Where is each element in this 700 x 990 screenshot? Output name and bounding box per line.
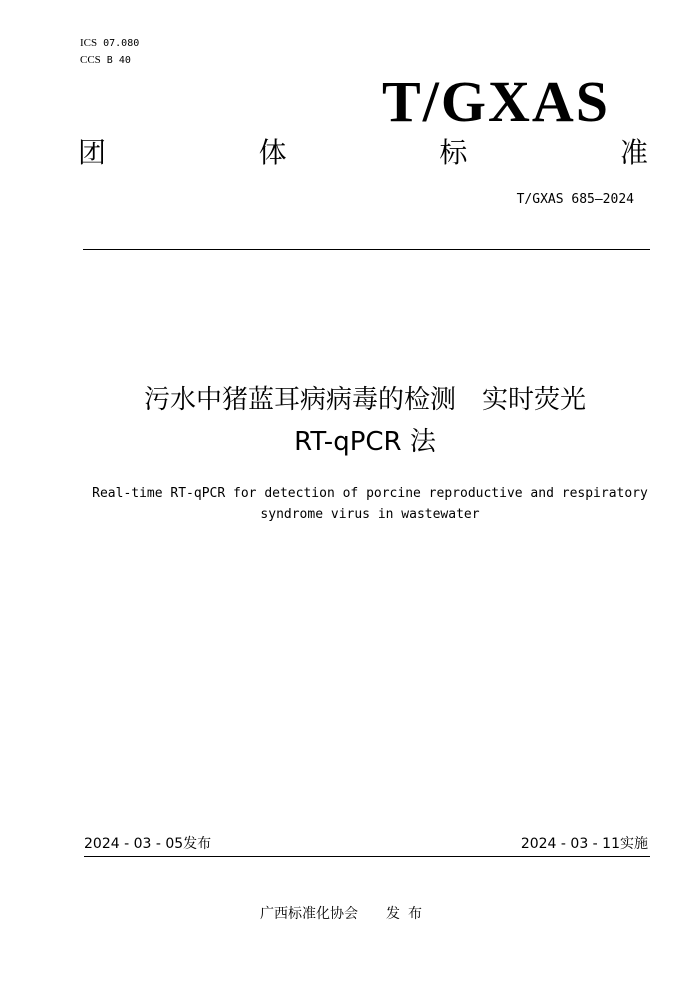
issue-date: 2024 - 03 - 05发布 — [84, 836, 212, 852]
standard-number: T/GXAS 685—2024 — [516, 192, 634, 207]
publisher-name: 广西标准化协会 — [260, 906, 358, 922]
publisher — [260, 904, 430, 924]
standard-type — [78, 135, 648, 171]
english-title-line-1: Real-time RT-qPCR for detection of porcine reproductive and respiratory — [92, 486, 648, 501]
standard-logo: T/GXAS — [382, 69, 610, 134]
ics-code: 07.080 — [103, 38, 140, 49]
implementation-date: 2024 - 03 - 11实施 — [520, 836, 648, 852]
publish-label: 发布 — [386, 906, 430, 922]
chinese-title-line-1: 污水中猪蓝耳病病毒的检测 实时荧光 — [143, 385, 586, 415]
standard-type-char: 团 — [78, 136, 107, 169]
ccs-code: B 40 — [106, 55, 131, 66]
ccs-label: CCS — [80, 54, 101, 66]
english-title-line-2: syndrome virus in wastewater — [260, 507, 480, 522]
chinese-title-line-2: RT-qPCR 法 — [294, 427, 436, 457]
ccs-line — [80, 52, 139, 69]
bottom-divider — [84, 856, 650, 857]
top-divider — [83, 249, 650, 250]
classification-codes — [80, 35, 139, 69]
standard-type-char: 标 — [439, 136, 468, 169]
ics-label: ICS — [80, 37, 98, 49]
standard-type-char: 准 — [619, 136, 648, 169]
standard-type-char: 体 — [258, 136, 287, 169]
ics-line — [80, 35, 139, 52]
